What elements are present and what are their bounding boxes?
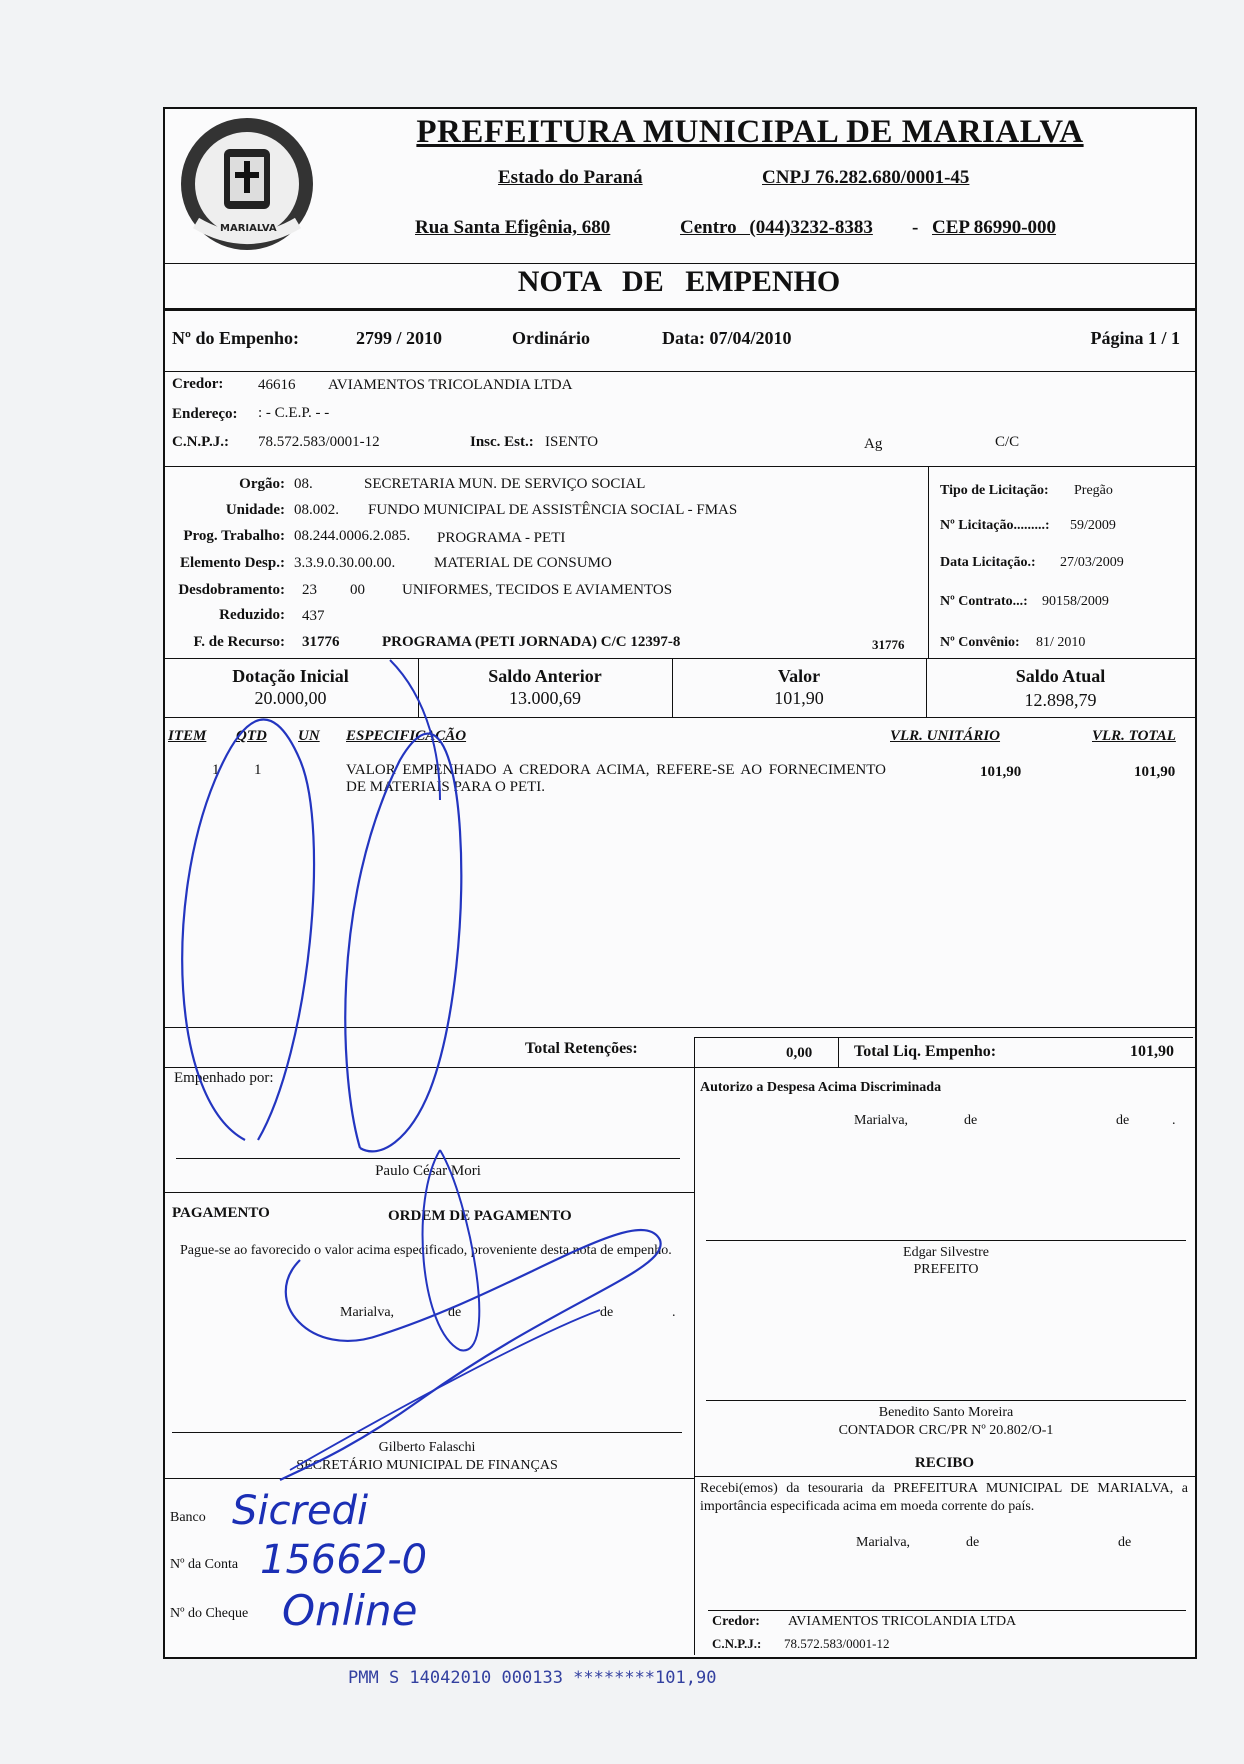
desdobramento-code1: 23 <box>302 582 317 598</box>
left-de1: de <box>448 1305 462 1320</box>
elemento-code: 3.3.9.0.30.00.00. <box>294 555 396 571</box>
autorizo-label: Autorizo a Despesa Acima Discriminada <box>700 1080 942 1095</box>
desdobramento-name: UNIFORMES, TECIDOS E AVIAMENTOS <box>402 582 673 598</box>
signer-edgar-role: PREFEITO <box>913 1262 979 1277</box>
recurso-code: 31776 <box>302 634 340 650</box>
empenho-date: Data: 07/04/2010 <box>662 328 792 348</box>
prog-code: 08.244.0006.2.085. <box>294 528 411 544</box>
retencoes-label: Total Retenções: <box>525 1040 638 1057</box>
licitacao-tipo-value: Pregão <box>1074 483 1113 498</box>
empenho-label: Nº do Empenho: <box>172 328 299 348</box>
recurso-code2: 31776 <box>872 637 905 652</box>
orgao-name: SECRETARIA MUN. DE SERVIÇO SOCIAL <box>364 476 646 492</box>
retencoes-value: 0,00 <box>786 1045 813 1061</box>
account-label: C/C <box>995 434 1020 450</box>
conta-handwriting: 15662-0 <box>260 1537 428 1583</box>
recurso-name: PROGRAMA (PETI JORNADA) C/C 12397-8 <box>382 634 681 650</box>
saldo-anterior-label: Saldo Anterior <box>488 666 602 686</box>
recibo-text: Recebi(emos) da tesouraria da PREFEITURA MUNICIPAL DE MARIALVA, a importância especificada acima em moeda corrente do país. <box>700 1481 1188 1514</box>
cnpj-value: 78.572.583/0001-12 <box>258 434 380 450</box>
signer-benedito-role: CONTADOR CRC/PR Nº 20.802/O-1 <box>838 1423 1054 1438</box>
desdobramento-code2: 00 <box>350 582 365 598</box>
contrato-value: 90158/2009 <box>1042 594 1109 609</box>
total-liq-label: Total Liq. Empenho: <box>854 1043 997 1060</box>
orgao-code: 08. <box>294 476 313 492</box>
recibo-cnpj-label: C.N.P.J.: <box>712 1636 762 1651</box>
document-title: NOTA DE EMPENHO <box>517 265 841 298</box>
convenio-value: 81/ 2010 <box>1036 635 1086 650</box>
valor-label: Valor <box>777 666 821 686</box>
header-sep: - <box>912 217 919 238</box>
cheque-handwriting: Online <box>282 1586 418 1635</box>
col-total-value: VLR. TOTAL <box>1092 728 1176 744</box>
desdobramento-label: Desdobramento: <box>178 582 285 598</box>
left-dot: . <box>672 1305 676 1320</box>
licitacao-data-value: 27/03/2009 <box>1060 555 1124 570</box>
dotacao-label: Dotação Inicial <box>232 666 349 686</box>
header-street: Rua Santa Efigênia, 680 <box>415 217 611 238</box>
left-de2: de <box>600 1305 614 1320</box>
address-value: : - C.E.P. - - <box>258 405 330 421</box>
elemento-label: Elemento Desp.: <box>180 555 285 571</box>
reduzido-label: Reduzido: <box>219 607 285 623</box>
recurso-label: F. de Recurso: <box>193 634 285 650</box>
recibo-de1: de <box>966 1535 980 1550</box>
header-state: Estado do Paraná <box>498 167 643 188</box>
header-cnpj: CNPJ 76.282.680/0001-45 <box>762 167 970 188</box>
empenho-number: 2799 / 2010 <box>356 328 443 348</box>
valor-value: 101,90 <box>774 688 824 708</box>
agency-label: Ag <box>864 436 883 452</box>
credor-name: AVIAMENTOS TRICOLANDIA LTDA <box>328 377 573 393</box>
row-spec: VALOR EMPENHADO A CREDORA ACIMA, REFERE-SE AO FORNECIMENTO DE MATERIAIS PARA O PETI. <box>346 762 886 795</box>
cheque-label: Nº do Cheque <box>170 1606 249 1621</box>
recibo-credor-name: AVIAMENTOS TRICOLANDIA LTDA <box>788 1614 1017 1629</box>
empenhado-label: Empenhado por: <box>174 1070 274 1086</box>
prog-label: Prog. Trabalho: <box>183 528 285 544</box>
insc-label: Insc. Est.: <box>470 434 534 450</box>
col-item: ITEM <box>168 728 207 744</box>
recibo-credor-label: Credor: <box>712 1614 760 1629</box>
header-cep: CEP 86990-000 <box>932 217 1057 238</box>
row-total-value: 101,90 <box>1134 764 1176 780</box>
crest-ribbon-text: MARIALVA <box>220 223 277 234</box>
right-de2: de <box>1116 1113 1130 1128</box>
unidade-name: FUNDO MUNICIPAL DE ASSISTÊNCIA SOCIAL - FMAS <box>368 502 738 518</box>
col-qtd: QTD <box>236 728 267 744</box>
unidade-code: 08.002. <box>294 502 339 518</box>
row-qtd: 1 <box>254 762 262 778</box>
reduzido-code: 437 <box>302 608 325 624</box>
municipal-crest <box>176 113 318 255</box>
recibo-de2: de <box>1118 1535 1132 1550</box>
signer-benedito: Benedito Santo Moreira <box>878 1405 1014 1420</box>
row-unit-value: 101,90 <box>980 764 1022 780</box>
banco-handwriting: Sicredi <box>232 1488 369 1534</box>
licitacao-num-value: 59/2009 <box>1070 518 1116 533</box>
signer-gilberto-role: SECRETÁRIO MUNICIPAL DE FINANÇAS <box>296 1458 558 1473</box>
saldo-atual-label: Saldo Atual <box>1015 666 1106 686</box>
licitacao-tipo-label: Tipo de Licitação: <box>940 483 1049 498</box>
saldo-anterior-value: 13.000,69 <box>509 688 581 708</box>
insc-value: ISENTO <box>545 434 599 450</box>
pague-text: Pague-se ao favorecido o valor acima especificado, proveniente desta nota de empenho. <box>180 1243 672 1258</box>
dotacao-value: 20.000,00 <box>254 688 327 708</box>
convenio-label: Nº Convênio: <box>940 635 1020 650</box>
recibo-cnpj: 78.572.583/0001-12 <box>784 1636 890 1651</box>
signer-edgar: Edgar Silvestre <box>903 1245 989 1260</box>
page-number: Página 1 / 1 <box>1090 328 1180 348</box>
total-liq-value: 101,90 <box>1130 1043 1174 1060</box>
unidade-label: Unidade: <box>225 502 285 518</box>
prog-name: PROGRAMA - PETI <box>437 530 566 546</box>
contrato-label: Nº Contrato...: <box>940 594 1028 609</box>
licitacao-data-label: Data Licitação.: <box>940 555 1036 570</box>
credor-code: 46616 <box>258 377 296 393</box>
right-marialva: Marialva, <box>854 1113 909 1128</box>
orgao-label: Orgão: <box>239 476 285 492</box>
right-de1: de <box>964 1113 978 1128</box>
ordem-pagamento-label: ORDEM DE PAGAMENTO <box>388 1208 572 1224</box>
signer-paulo: Paulo César Mori <box>375 1163 481 1179</box>
cnpj-label: C.N.P.J.: <box>172 434 229 450</box>
payment-stamp: PMM S 14042010 000133 ********101,90 <box>348 1668 717 1688</box>
elemento-name: MATERIAL DE CONSUMO <box>434 555 612 571</box>
header-title: PREFEITURA MUNICIPAL DE MARIALVA <box>416 114 1084 150</box>
credor-label: Credor: <box>172 376 224 392</box>
col-spec: ESPECIFICAÇÃO <box>346 728 467 744</box>
licitacao-num-label: Nº Licitação.........: <box>940 518 1050 533</box>
address-label: Endereço: <box>172 406 238 422</box>
conta-label: Nº da Conta <box>170 1557 239 1572</box>
row-item: 1 <box>212 762 220 778</box>
banco-label: Banco <box>170 1510 206 1525</box>
recibo-marialva: Marialva, <box>856 1535 911 1550</box>
pagamento-label: PAGAMENTO <box>172 1205 270 1221</box>
right-dot: . <box>1172 1113 1176 1128</box>
header-district-phone: Centro (044)3232-8383 <box>680 217 873 238</box>
saldo-atual-value: 12.898,79 <box>1024 690 1097 710</box>
col-un: UN <box>298 728 320 744</box>
left-marialva: Marialva, <box>340 1305 395 1320</box>
recibo-title: RECIBO <box>914 1455 975 1471</box>
col-unit-value: VLR. UNITÁRIO <box>890 728 1001 744</box>
signer-gilberto: Gilberto Falaschi <box>378 1440 476 1455</box>
empenho-kind: Ordinário <box>512 328 591 348</box>
